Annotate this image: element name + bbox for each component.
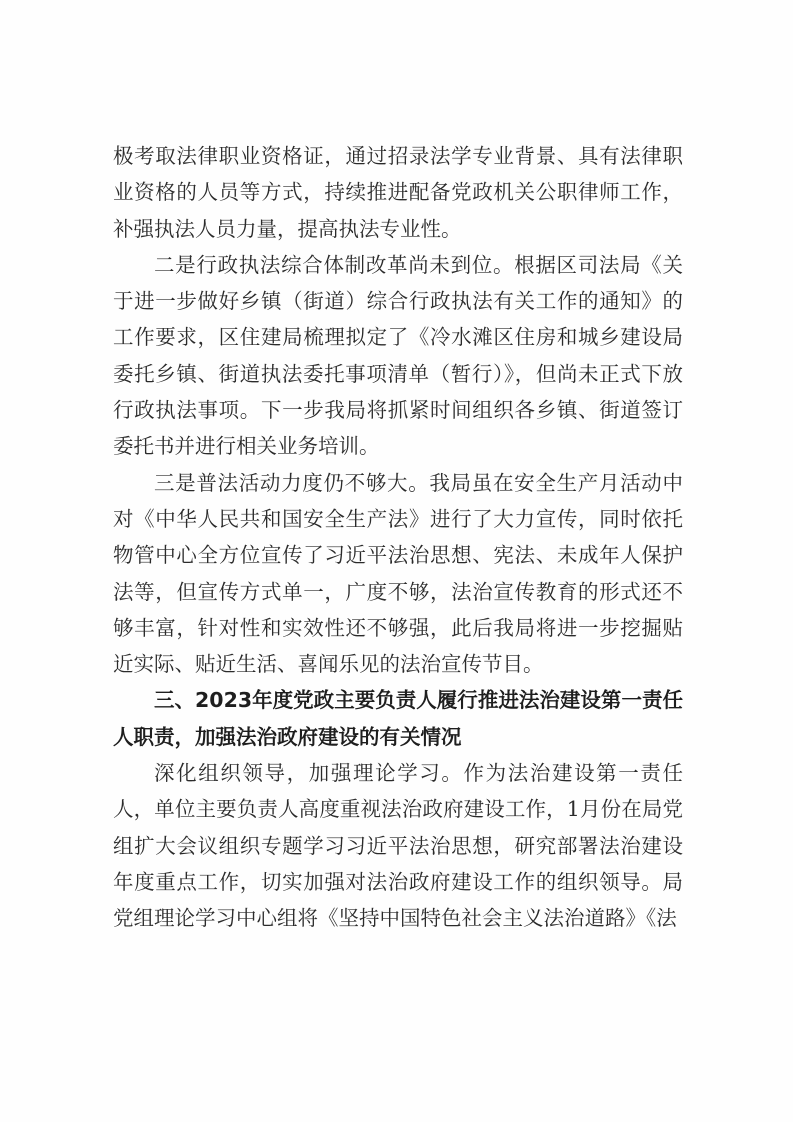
section-heading-3: 三、2023年度党政主要负责人履行推进法治建设第一责任人职责，加强法治政府建设的有关情况	[113, 688, 683, 749]
paragraph-organization-leadership: 深化组织领导，加强理论学习。作为法治建设第一责任人，单位主要负责人高度重视法治政府建设工作，1月份在局党组扩大会议组织专题学习习近平法治思想，研究部署法治建设年度重点工作，切实加强对法治政府建设工作的组织领导。局党组理论学习中心组将《坚持中国特色社会主义法治道路》《法	[113, 761, 683, 931]
document-body	[113, 138, 683, 937]
paragraph-legal-publicity: 三是普法活动力度仍不够大。我局虽在安全生产月活动中对《中华人民共和国安全生产法》进行了大力宣传，同时依托物管中心全方位宣传了习近平法治思想、宪法、未成年人保护法等，但宣传方式单一，广度不够，法治宣传教育的形式还不够丰富，针对性和实效性还不够强，此后我局将进一步挖掘贴近实际、贴近生活、喜闻乐见的法治宣传节目。	[113, 470, 683, 677]
paragraph-enforcement-reform: 二是行政执法综合体制改革尚未到位。根据区司法局《关于进一步做好乡镇（街道）综合行政执法有关工作的通知》的工作要求，区住建局梳理拟定了《冷水滩区住房和城乡建设局委托乡镇、街道执法委托事项清单（暂行）》，但尚未正式下放行政执法事项。下一步我局将抓紧时间组织各乡镇、街道签订委托书并进行相关业务培训。	[113, 252, 683, 459]
paragraph-continuation: 极考取法律职业资格证，通过招录法学专业背景、具有法律职业资格的人员等方式，持续推进配备党政机关公职律师工作，补强执法人员力量，提高执法专业性。	[113, 144, 683, 241]
